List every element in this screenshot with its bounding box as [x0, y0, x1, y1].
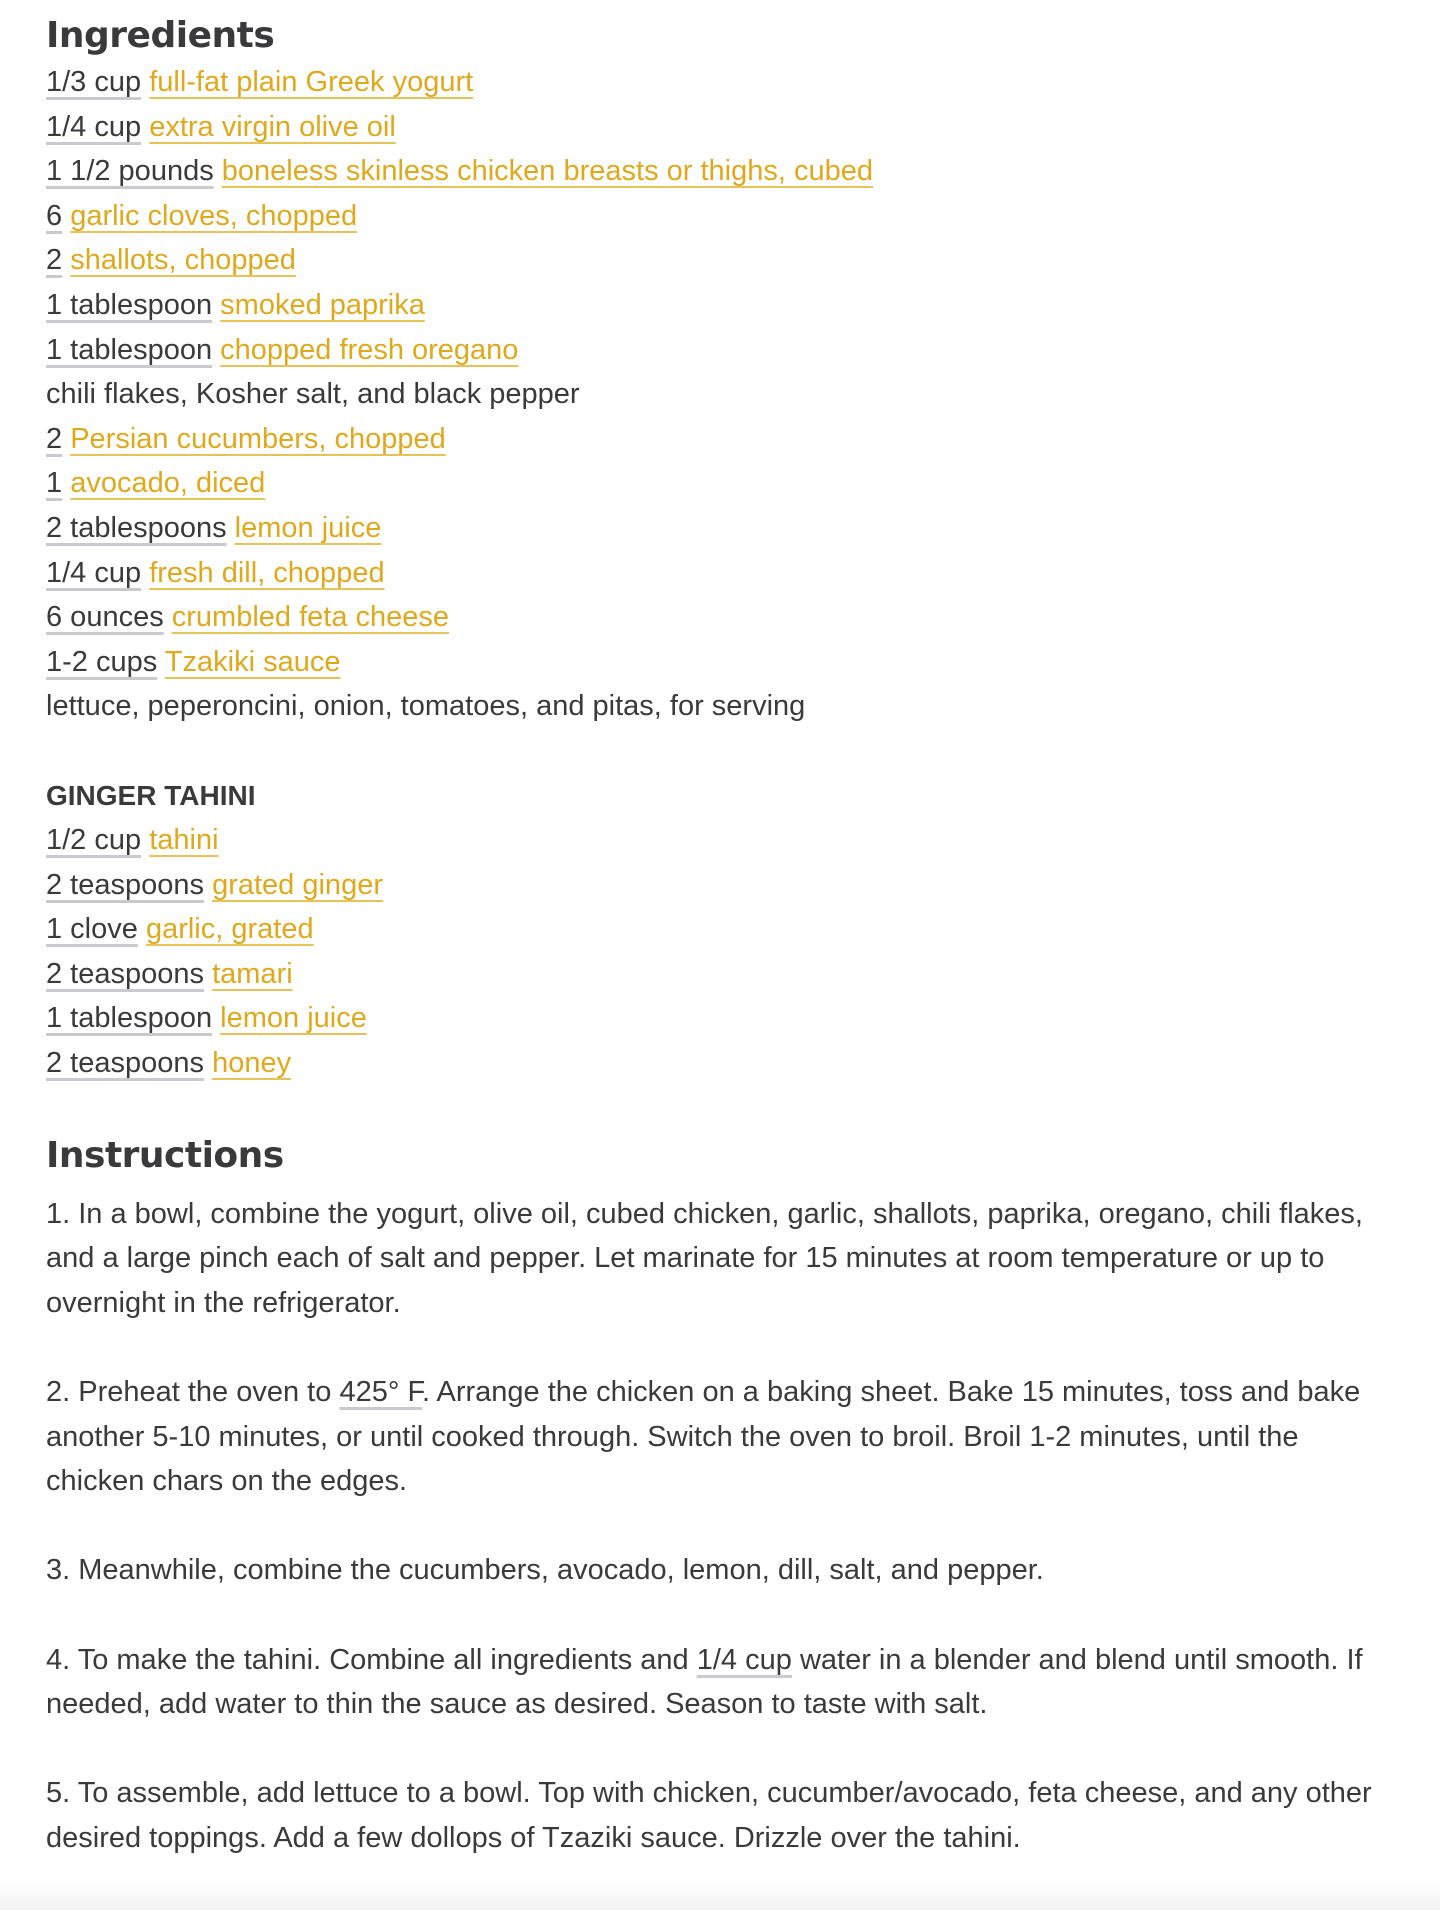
ingredient-quantity[interactable]: 6: [46, 199, 63, 232]
ingredient-link[interactable]: chopped fresh oregano: [220, 333, 519, 366]
ingredient-link[interactable]: crumbled feta cheese: [171, 601, 450, 634]
ingredient-link[interactable]: garlic cloves, chopped: [70, 199, 358, 232]
ingredient-plain-text: chili flakes, Kosher salt, and black pepper: [46, 378, 580, 411]
ingredient-link[interactable]: fresh dill, chopped: [149, 556, 385, 589]
ingredient-quantity[interactable]: 1/2 cup: [46, 824, 142, 857]
ingredient-link[interactable]: full-fat plain Greek yogurt: [149, 66, 474, 98]
instruction-step: [46, 1771, 1394, 1860]
ingredient-quantity[interactable]: 2 teaspoons: [46, 957, 205, 990]
ingredient-item: [46, 328, 1394, 373]
ingredient-link[interactable]: smoked paprika: [220, 288, 425, 321]
ingredient-quantity[interactable]: 1/4 cup: [46, 556, 142, 589]
ingredient-link[interactable]: lemon juice: [234, 511, 382, 544]
instruction-measurement[interactable]: 1/4 cup: [696, 1643, 792, 1676]
ingredient-item: [46, 283, 1394, 328]
ingredient-quantity[interactable]: 1-2 cups: [46, 645, 158, 678]
ingredient-item: [46, 417, 1394, 462]
ingredient-item: [46, 60, 1394, 105]
ingredient-item: [46, 1041, 1394, 1086]
bottom-fade: [0, 1880, 1440, 1910]
instruction-text: 2. Preheat the oven to: [46, 1376, 340, 1409]
ingredient-link[interactable]: honey: [212, 1047, 292, 1080]
ingredient-item: [46, 372, 1394, 417]
instruction-step: [46, 1638, 1394, 1727]
ingredient-item: [46, 996, 1394, 1041]
instruction-text: 4. To make the tahini. Combine all ingredients and: [46, 1643, 697, 1676]
instruction-text: . Arrange the chicken on a baking sheet. Bake 15 minutes, toss and bake another 5-10 minutes, or until cooked through. Switch the oven to broil. Broil 1-2 minutes, until the chicken chars on the edges.: [46, 1376, 1361, 1498]
instruction-step: [46, 1370, 1394, 1504]
instructions-heading: Instructions: [46, 1134, 284, 1176]
ingredient-quantity[interactable]: 1: [46, 467, 63, 500]
instructions-list: [46, 1192, 1394, 1861]
ingredient-item: [46, 506, 1394, 551]
ingredient-link[interactable]: shallots, chopped: [70, 244, 296, 277]
ingredient-plain-text: lettuce, peperoncini, onion, tomatoes, and pitas, for serving: [46, 690, 806, 723]
ingredient-quantity[interactable]: 2: [46, 244, 63, 277]
ingredient-link[interactable]: extra virgin olive oil: [149, 110, 396, 143]
instruction-measurement[interactable]: 425° F: [339, 1376, 422, 1409]
instruction-text: 3. Meanwhile, combine the cucumbers, avocado, lemon, dill, salt, and pepper.: [46, 1554, 1044, 1587]
ingredient-item: [46, 595, 1394, 640]
ingredient-quantity[interactable]: 1 clove: [46, 913, 138, 946]
instruction-step: [46, 1548, 1394, 1593]
ingredient-item: [46, 238, 1394, 283]
ingredient-quantity[interactable]: 1 tablespoon: [46, 333, 213, 366]
ingredient-item: [46, 952, 1394, 997]
instruction-text: 5. To assemble, add lettuce to a bowl. Top with chicken, cucumber/avocado, feta cheese, and any other desired toppings. Add a few dollops of Tzaziki sauce. Drizzle over the tahini.: [46, 1777, 1372, 1854]
instruction-text: 1. In a bowl, combine the yogurt, olive oil, cubed chicken, garlic, shallots, paprika, oregano, chili flakes, and a large pinch each of salt and pepper. Let marinate for 15 minutes at room temperature or up to overnight in the refrigerator.: [46, 1197, 1363, 1319]
ingredient-link[interactable]: Tzakiki sauce: [164, 645, 341, 678]
ingredient-quantity[interactable]: 2 teaspoons: [46, 1047, 205, 1080]
ingredient-item: [46, 551, 1394, 596]
ingredient-quantity[interactable]: 6 ounces: [46, 601, 164, 634]
ingredients-list: [46, 60, 1394, 729]
instruction-step: [46, 1192, 1394, 1326]
ingredient-item: [46, 105, 1394, 150]
ingredient-quantity[interactable]: 1/4 cup: [46, 110, 142, 143]
section-gap: [46, 729, 1394, 774]
ingredient-item: [46, 684, 1394, 729]
ingredient-item: [46, 194, 1394, 239]
ginger-tahini-list: [46, 818, 1394, 1086]
ingredient-item: [46, 149, 1394, 194]
ingredient-link[interactable]: Persian cucumbers, chopped: [70, 422, 446, 455]
ingredient-link[interactable]: garlic, grated: [145, 913, 314, 946]
ingredient-quantity[interactable]: 1 tablespoon: [46, 1002, 213, 1035]
ingredient-link[interactable]: grated ginger: [212, 868, 383, 901]
ingredient-item: [46, 818, 1394, 863]
ingredient-quantity[interactable]: 1/3 cup: [46, 66, 142, 98]
instruction-text: water in a blender and blend until smooth. If needed, add water to thin the sauce as desired. Season to taste with salt.: [46, 1643, 1363, 1721]
ingredient-quantity[interactable]: 1 tablespoon: [46, 288, 213, 321]
ginger-tahini-heading: GINGER TAHINI: [46, 779, 256, 811]
ingredient-item: [46, 907, 1394, 952]
ingredient-link[interactable]: avocado, diced: [70, 467, 266, 500]
ingredient-item: [46, 640, 1394, 685]
ingredient-link[interactable]: lemon juice: [220, 1002, 367, 1035]
ingredient-link[interactable]: boneless skinless chicken breasts or thighs, cubed: [221, 155, 874, 188]
ingredient-quantity[interactable]: 2: [46, 422, 63, 455]
ingredient-item: [46, 461, 1394, 506]
ingredients-heading: Ingredients: [46, 15, 275, 56]
ingredient-link[interactable]: tamari: [212, 957, 293, 990]
ingredient-link[interactable]: tahini: [149, 824, 219, 857]
ingredient-item: [46, 863, 1394, 908]
ingredient-quantity[interactable]: 2 tablespoons: [46, 511, 227, 544]
ingredient-quantity[interactable]: 2 teaspoons: [46, 868, 205, 901]
ingredient-quantity[interactable]: 1 1/2 pounds: [46, 155, 214, 188]
